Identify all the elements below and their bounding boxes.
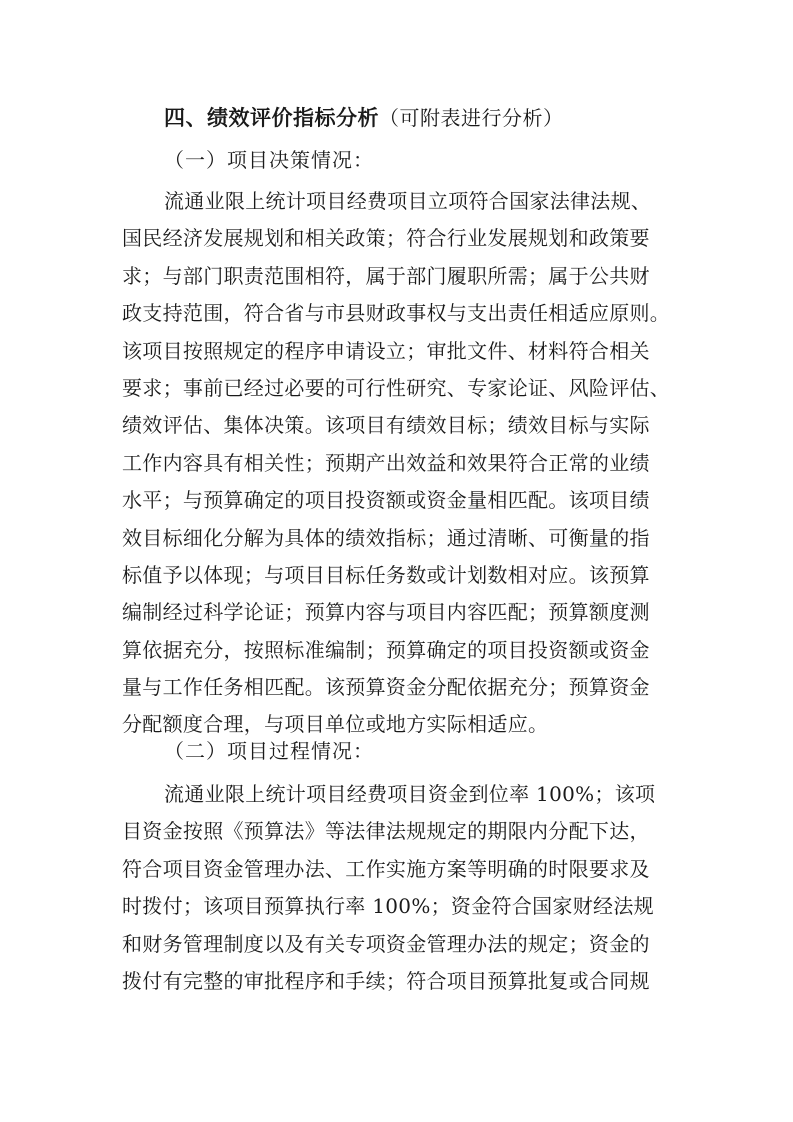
paragraph-line: 和财务管理制度以及有关专项资金管理办法的规定；资金的 — [122, 931, 650, 956]
paragraph-line: 拨付有完整的审批程序和手续；符合项目预算批复或合同规 — [122, 968, 650, 993]
subsection-1-paragraph — [122, 183, 682, 744]
paragraph-line: 量与工作任务相匹配。该预算资金分配依据充分；预算资金 — [122, 675, 650, 700]
paragraph-line: 政支持范围，符合省与市县财政事权与支出责任相适应原则。 — [122, 301, 671, 326]
paragraph-line: 分配额度合理，与项目单位或地方实际相适应。 — [122, 712, 549, 737]
paragraph-line: 标值予以体现；与项目目标任务数或计划数相对应。该预算 — [122, 562, 650, 587]
paragraph-line: 绩效评估、集体决策。该项目有绩效目标；绩效目标与实际 — [122, 413, 650, 438]
paragraph-line: 流通业限上统计项目经费项目资金到位率 100%；该项 — [164, 782, 656, 806]
paragraph-line: 求；与部门职责范围相符，属于部门履职所需；属于公共财 — [122, 263, 650, 288]
paragraph-line: 流通业限上统计项目经费项目立项符合国家法律法规、 — [164, 189, 652, 213]
paragraph-line: 效目标细化分解为具体的绩效指标；通过清晰、可衡量的指 — [122, 525, 650, 550]
paragraph-line: 水平；与预算确定的项目投资额或资金量相匹配。该项目绩 — [122, 488, 650, 513]
paragraph-line: 要求；事前已经过必要的可行性研究、专家论证、风险评估、 — [122, 375, 671, 400]
section-heading-note: （可附表进行分析） — [379, 106, 564, 130]
section-heading — [164, 103, 564, 133]
paragraph-line: 国民经济发展规划和相关政策；符合行业发展规划和政策要 — [122, 226, 650, 251]
paragraph-line: 该项目按照规定的程序申请设立；审批文件、材料符合相关 — [122, 338, 650, 363]
paragraph-line: 编制经过科学论证；预算内容与项目内容匹配；预算额度测 — [122, 600, 650, 625]
paragraph-line: 工作内容具有相关性；预期产出效益和效果符合正常的业绩 — [122, 450, 650, 475]
subsection-2-paragraph — [122, 776, 682, 1000]
paragraph-line: 目资金按照《预算法》等法律法规规定的期限内分配下达， — [122, 819, 650, 844]
subsection-1-title: （一）项目决策情况： — [164, 148, 374, 172]
paragraph-line: 时拨付；该项目预算执行率 100%；资金符合国家财经法规 — [122, 894, 654, 919]
paragraph-line: 符合项目资金管理办法、工作实施方案等明确的时限要求及 — [122, 856, 650, 881]
section-heading-title: 四、绩效评价指标分析 — [164, 105, 379, 130]
paragraph-line: 算依据充分，按照标准编制；预算确定的项目投资额或资金 — [122, 637, 650, 662]
subsection-2-title: （二）项目过程情况： — [164, 739, 374, 763]
